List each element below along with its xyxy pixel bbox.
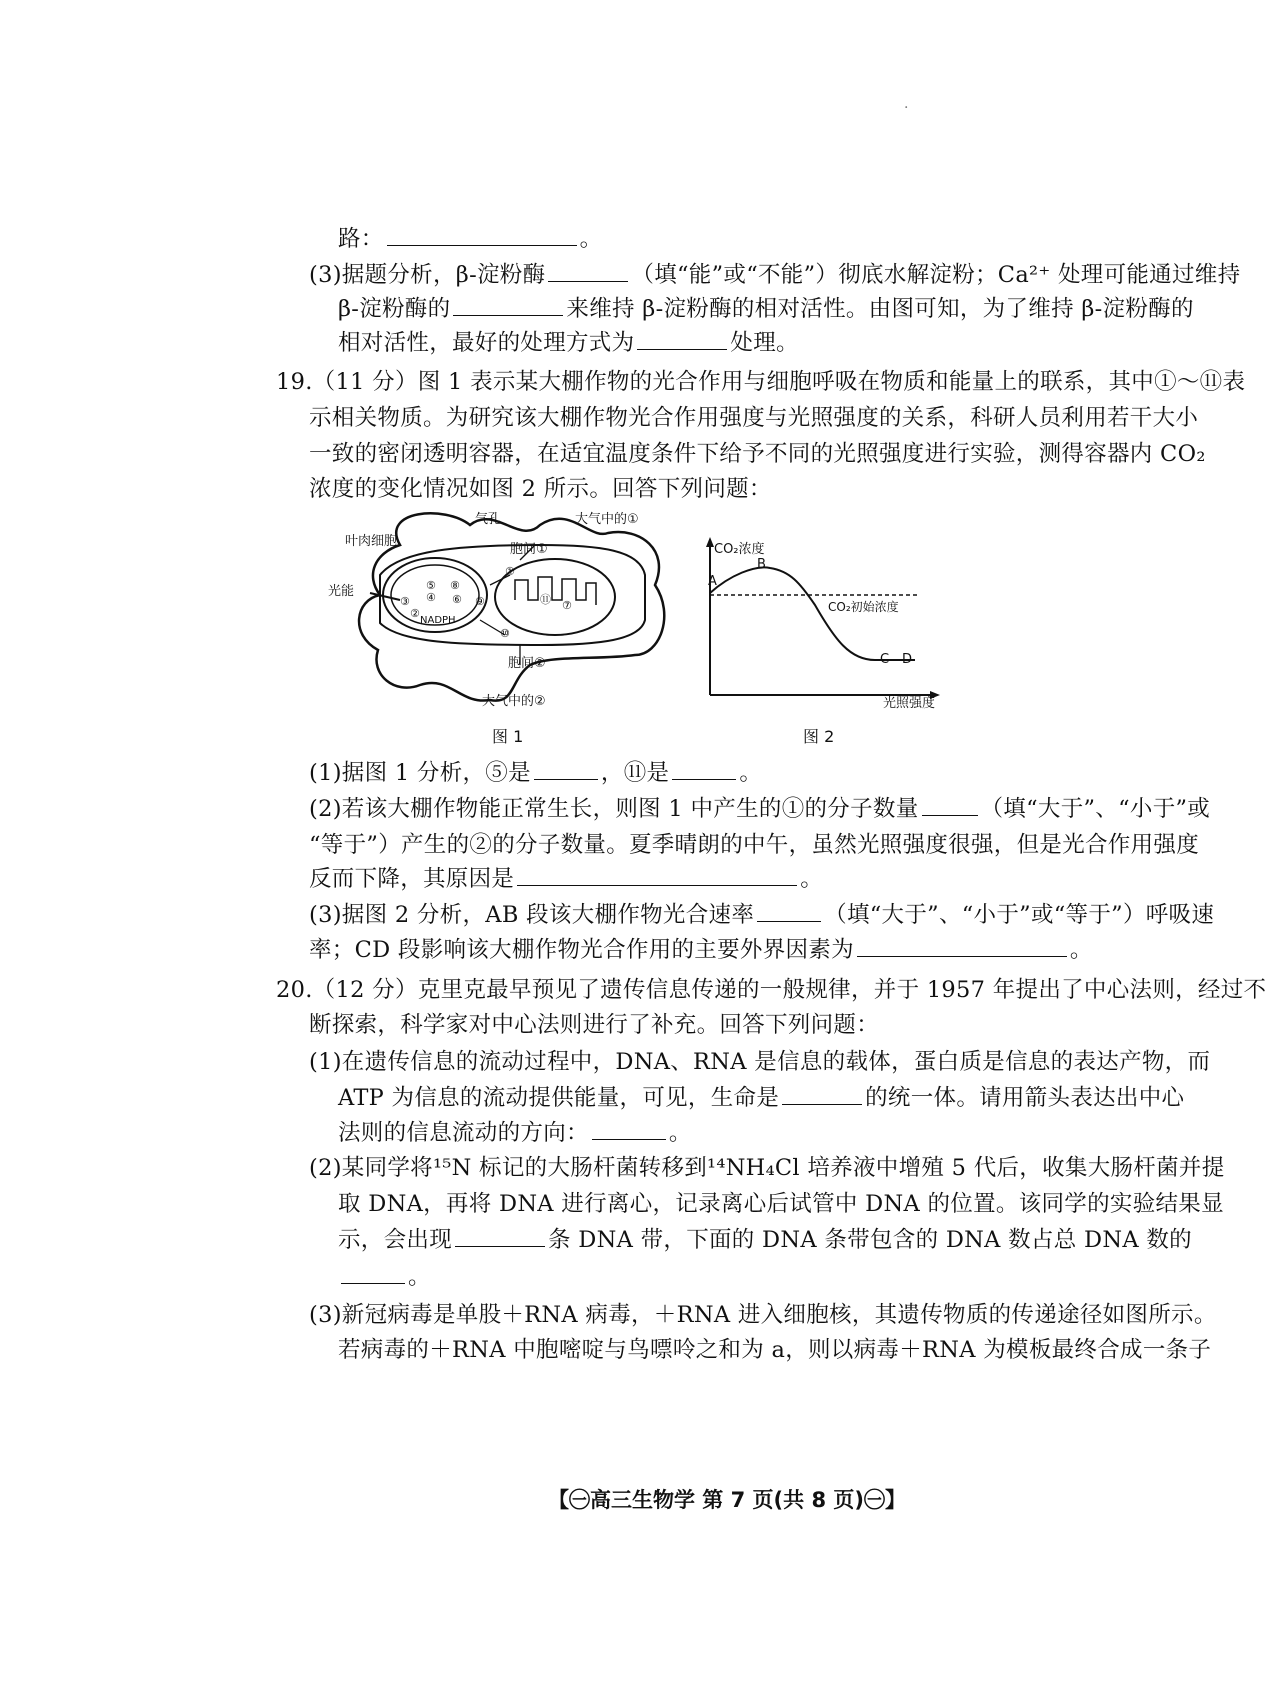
text: 示，会出现	[338, 1227, 453, 1253]
text: （填“能”或“不能”）彻底水解淀粉；Ca²⁺ 处理可能通过维持	[631, 262, 1241, 288]
circled-2: ②	[410, 607, 420, 620]
answer-blank	[672, 757, 736, 780]
text: 处理。	[730, 330, 799, 356]
circled-7: ⑦	[562, 599, 572, 612]
scan-dot: ·	[904, 100, 909, 116]
text-line	[338, 1223, 1192, 1257]
text: (2)若该大棚作物能正常生长，则图 1 中产生的①的分子数量	[309, 796, 919, 822]
text: （填“大于”、“小于”或“等于”）呼吸速	[824, 902, 1215, 928]
text-line	[338, 1260, 431, 1294]
text: 示相关物质。为研究该大棚作物光合作用强度与光照强度的关系，科研人员利用若干大小	[309, 405, 1199, 431]
text: (3)据图 2 分析，AB 段该大棚作物光合速率	[309, 902, 755, 928]
point-d: D	[902, 652, 913, 667]
text: ATP 为信息的流动提供能量，可见，生命是	[338, 1085, 780, 1111]
text: 取 DNA，再将 DNA 进行离心，记录离心后试管中 DNA 的位置。该同学的实验结果显	[338, 1191, 1224, 1217]
answer-blank	[548, 259, 628, 282]
text: 来维持 β-淀粉酶的相对活性。由图可知，为了维持 β-淀粉酶的	[566, 296, 1194, 322]
text-line	[309, 258, 1240, 292]
figure-2-chart	[700, 535, 945, 720]
text: 20.（12 分）克里克最早预见了遗传信息传递的一般规律，并于 1957 年提出了中心法则，经过不	[276, 977, 1266, 1003]
text: 。	[408, 1264, 431, 1290]
text-line	[309, 898, 1214, 932]
text: 浓度的变化情况如图 2 所示。回答下列问题：	[309, 476, 772, 502]
answer-blank	[637, 327, 727, 350]
page-footer: 【㊀高三生物学 第 7 页(共 8 页)㊀】	[548, 1488, 906, 1512]
text: 一致的密闭透明容器，在适宜温度条件下给予不同的光照强度进行实验，测得容器内 CO₂	[309, 441, 1206, 467]
label-intercellular-1: 胞间①	[510, 542, 548, 557]
baseline-label: CO₂初始浓度	[828, 600, 899, 614]
answer-blank	[857, 934, 1067, 957]
answer-blank	[517, 863, 797, 886]
text-line	[309, 1045, 1210, 1079]
text: 。	[668, 1120, 692, 1146]
text-line	[338, 1116, 692, 1150]
text: 。	[800, 866, 824, 892]
answer-blank	[534, 757, 598, 780]
text: 法则的信息流动的方向：	[338, 1120, 589, 1146]
circled-3: ③	[400, 595, 410, 608]
point-a: A	[708, 574, 717, 589]
figure-1-diagram	[328, 505, 680, 720]
circled-8: ⑧	[450, 579, 460, 592]
point-c: C	[880, 652, 890, 667]
label-atmosphere-1: 大气中的①	[575, 512, 639, 527]
answer-blank	[453, 293, 563, 316]
text-line	[338, 1081, 1184, 1115]
circled-4: ④	[426, 591, 436, 604]
label-mesophyll-cell: 叶肉细胞	[345, 534, 398, 549]
text-line	[338, 222, 602, 256]
text-line	[309, 1151, 1225, 1185]
label-stoma: 气孔	[475, 512, 502, 527]
text-line	[338, 292, 1194, 326]
text: (3)新冠病毒是单股＋RNA 病毒，＋RNA 进入细胞核，其遗传物质的传递途径如图所示。	[309, 1302, 1217, 1328]
figure-2-caption: 图 2	[803, 727, 835, 746]
x-axis-label: 光照强度	[883, 696, 936, 711]
text-line	[338, 1333, 1211, 1367]
text: 断探索，科学家对中心法则进行了补充。回答下列问题：	[309, 1012, 880, 1038]
question-20-line	[276, 973, 1266, 1007]
circled-9: ⑨	[475, 595, 485, 608]
text: 。	[579, 226, 603, 252]
text: 反而下降，其原因是	[309, 866, 515, 892]
text: 率；CD 段影响该大棚作物光合作用的主要外界因素为	[309, 937, 854, 963]
point-b: B	[757, 557, 766, 572]
text: （填“大于”、“小于”或	[980, 796, 1211, 822]
y-axis-label: CO₂浓度	[714, 542, 765, 557]
text: ，⑪是	[600, 760, 670, 786]
text-line	[309, 1298, 1217, 1332]
answer-blank	[341, 1261, 405, 1284]
text-line	[309, 862, 823, 896]
text: 19.（11 分）图 1 表示某大棚作物的光合作用与细胞呼吸在物质和能量上的联系，其中①～⑪表	[276, 369, 1246, 395]
question-19-line	[276, 365, 1245, 399]
text: 。	[1069, 937, 1093, 963]
text: (1)据图 1 分析，⑤是	[309, 760, 531, 786]
answer-blank	[592, 1117, 666, 1140]
text: 条 DNA 带，下面的 DNA 条带包含的 DNA 数占总 DNA 数的	[548, 1227, 1192, 1253]
text: 若病毒的＋RNA 中胞嘧啶与鸟嘌呤之和为 a，则以病毒＋RNA 为模板最终合成一条子	[338, 1337, 1212, 1363]
text: “等于”）产生的②的分子数量。夏季晴朗的中午，虽然光照强度很强，但是光合作用强度	[309, 832, 1200, 858]
circled-1: ①	[505, 565, 515, 578]
label-nadph: NADPH	[420, 615, 456, 626]
answer-blank	[757, 899, 821, 922]
label-intercellular-2: 胞间②	[508, 656, 546, 671]
text: (1)在遗传信息的流动过程中，DNA、RNA 是信息的载体，蛋白质是信息的表达产物，而	[309, 1049, 1211, 1075]
text-line	[309, 828, 1199, 862]
text: 。	[739, 760, 763, 786]
circled-5: ⑤	[426, 579, 436, 592]
text: (2)某同学将¹⁵N 标记的大肠杆菌转移到¹⁴NH₄Cl 培养液中增殖 5 代后，收集大肠杆菌并提	[309, 1155, 1225, 1181]
text-line	[309, 472, 772, 506]
text-line	[338, 1187, 1224, 1221]
text: 路：	[338, 226, 384, 252]
text-line	[338, 326, 799, 360]
text-line	[309, 1008, 879, 1042]
circled-11: ⑪	[540, 593, 551, 606]
text: (3)据题分析，β-淀粉酶	[309, 262, 546, 288]
text-line	[309, 756, 762, 790]
text: β-淀粉酶的	[338, 296, 451, 322]
text-line	[309, 437, 1206, 471]
circled-6: ⑥	[452, 593, 462, 606]
figure-1-caption: 图 1	[492, 727, 524, 746]
text: 相对活性，最好的处理方式为	[338, 330, 635, 356]
text-line	[309, 401, 1198, 435]
text-line	[309, 933, 1093, 967]
label-light-energy: 光能	[328, 584, 355, 599]
text: 的统一体。请用箭头表达出中心	[865, 1085, 1185, 1111]
answer-blank	[455, 1224, 545, 1247]
answer-blank	[387, 223, 577, 246]
text-line	[309, 792, 1210, 826]
circled-10: ⑩	[500, 627, 510, 640]
answer-blank	[782, 1082, 862, 1105]
label-atmosphere-2: 大气中的②	[482, 694, 546, 709]
answer-blank	[922, 793, 978, 816]
